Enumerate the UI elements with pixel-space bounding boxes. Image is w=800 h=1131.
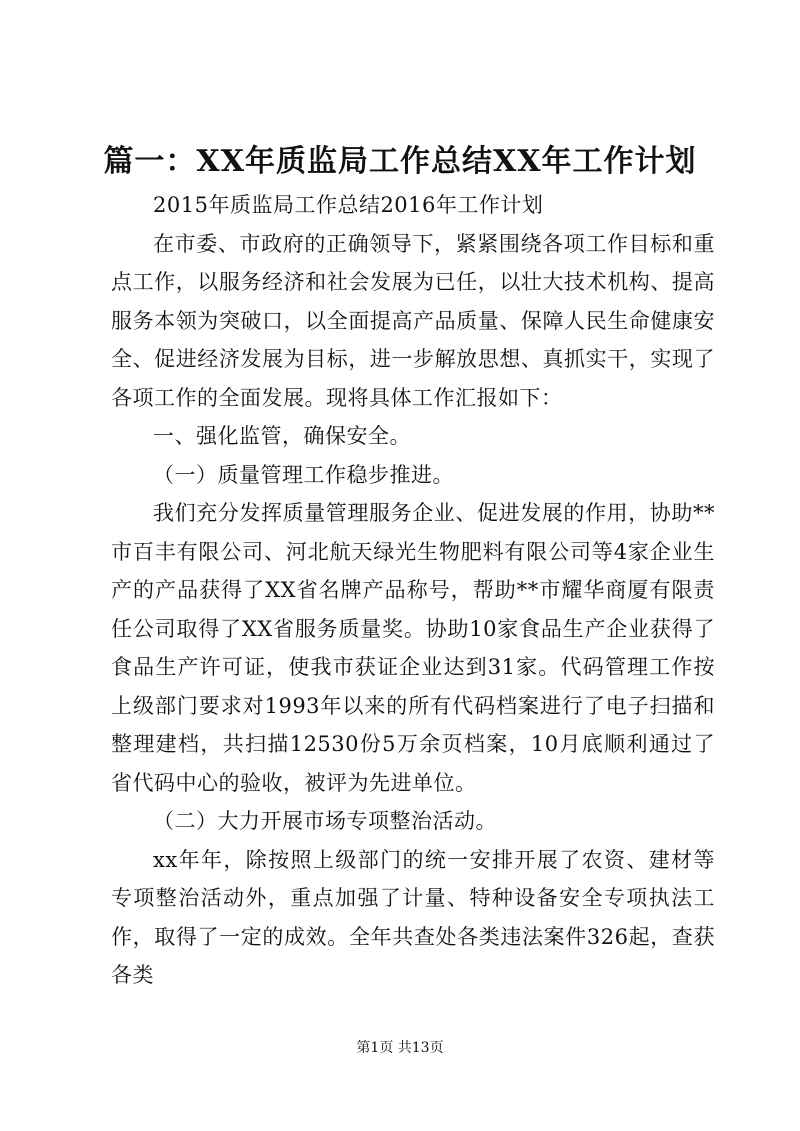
document-body — [111, 186, 715, 995]
subsection-heading-1: （一）质量管理工作稳步推进。 — [153, 462, 454, 487]
subsection-heading-2: （二）大力开展市场专项整治活动。 — [153, 809, 497, 833]
paragraph-quality-management: 我们充分发挥质量管理服务企业、促进发展的作用，协助**市百丰有限公司、河北航天绿光生物肥料有限公司等4家企业生产的产品获得了XX省名牌产品称号，帮助**市耀华商厦有限责任公司取得了XX省服务质量奖。协助10家食品生产企业获得了食品生产许可证，使我市获证企业达到31家。代码管理工作按上级部门要求对1993年以来的所有代码档案进行了电子扫描和整理建档，共扫描12530份5万余页档案，10月底顺利通过了省代码中心的验收，被评为先进单位。 — [111, 501, 715, 795]
paragraph-market-rectification: xx年年，除按照上级部门的统一安排开展了农资、建材等专项整治活动外，重点加强了计量、特种设备安全专项执法工作，取得了一定的成效。全年共查处各类违法案件326起，查获各类 — [111, 847, 715, 987]
document-title: 篇一：XX年质监局工作总结XX年工作计划 — [103, 144, 697, 179]
paragraph-subtitle: 2015年质监局工作总结2016年工作计划 — [153, 193, 544, 217]
page-number-footer: 第1页 共13页 — [356, 1040, 444, 1056]
section-heading-1: 一、强化监管，确保安全。 — [153, 424, 411, 448]
paragraph-intro: 在市委、市政府的正确领导下，紧紧围绕各项工作目标和重点工作，以服务经济和社会发展为已任，以壮大技术机构、提高服务本领为突破口，以全面提高产品质量、保障人民生命健康安全、促进经济发展为目标，进一步解放思想、真抓实干，实现了各项工作的全面发展。现将具体工作汇报如下： — [111, 231, 715, 410]
